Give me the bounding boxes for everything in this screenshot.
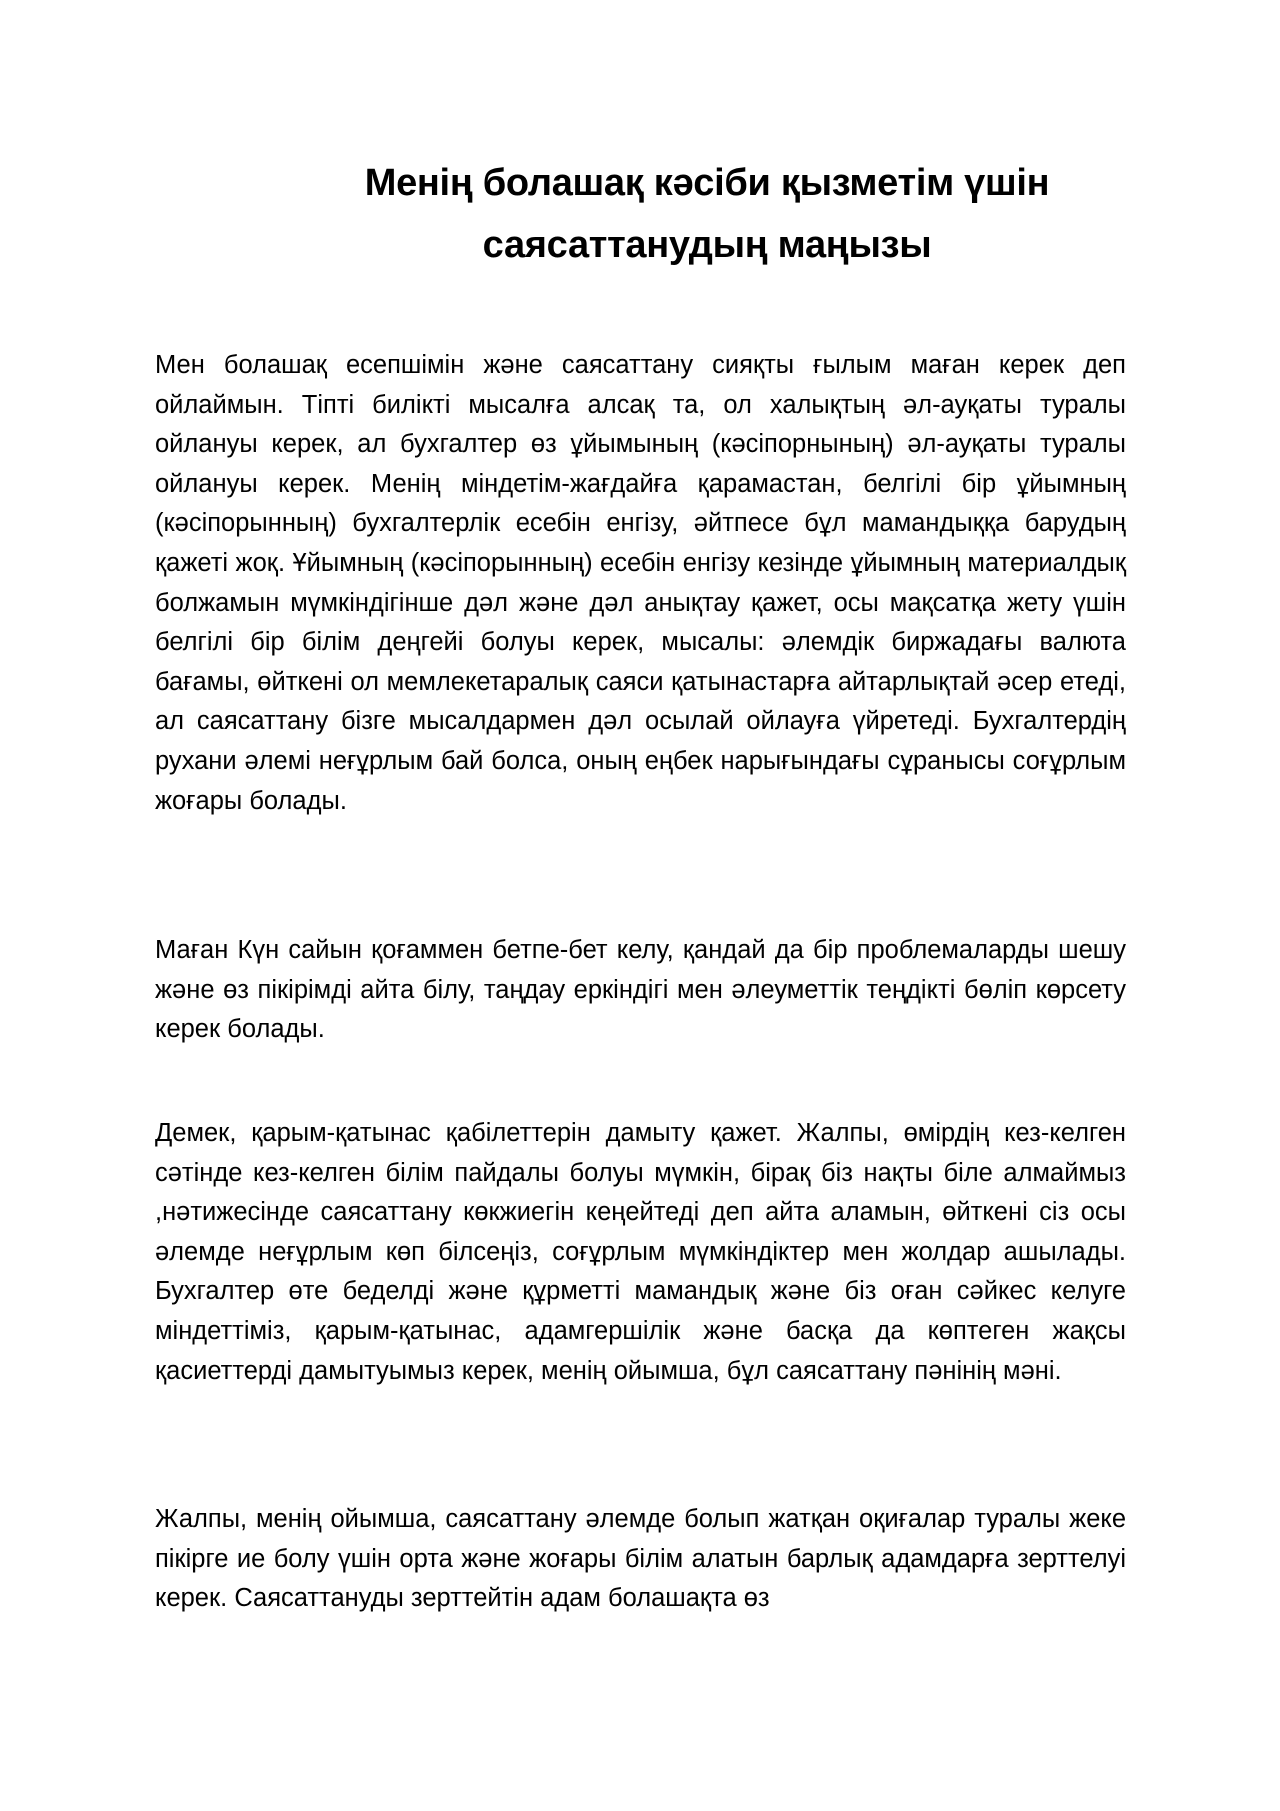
title-line-2: саясаттанудың маңызы — [482, 224, 932, 266]
page-title — [155, 152, 1259, 276]
title-line-1: Менің болашақ кәсіби қызметім үшін — [364, 162, 1050, 204]
paragraph-1: Мен болашақ есепшімін және саясаттану сияқты ғылым маған керек деп ойлаймын. Тіпті билікті мысалға алсақ та, ол халықтың әл-ауқаты туралы ойлануы керек, ал бухгалтер өз ұйымының (кәсіпорнының) әл-ауқаты туралы ойлануы керек. Менің міндетім-жағдайға қарамастан, белгілі бір ұйымның (кәсіпорынның) бухгалтерлік есебін енгізу, әйтпесе бұл мамандыққа барудың қажеті жоқ. Ұйымның (кәсіпорынның) есебін енгізу кезінде ұйымның материалдық болжамын мүмкіндігінше дәл және дәл анықтау қажет, осы мақсатқа жету үшін белгілі бір білім деңгейі болуы керек, мысалы: әлемдік биржадағы валюта бағамы, өйткені ол мемлекетаралық саяси қатынастарға айтарлықтай әсер етеді, ал саясаттану бізге мысалдармен дәл осылай ойлауға үйретеді. Бухгалтердің рухани әлемі неғұрлым бай болса, оның еңбек нарығындағы сұранысы соғұрлым жоғары болады. — [155, 351, 1126, 815]
paragraph-3: Демек, қарым-қатынас қабілеттерін дамыту қажет. Жалпы, өмірдің кез-келген сәтінде кез-келген білім пайдалы болуы мүмкін, бірақ біз нақты біле алмаймыз ,нәтижесінде саясаттану көкжиегін кеңейтеді деп айта аламын, өйткені сіз осы әлемде неғұрлым көп білсеңіз, соғұрлым мүмкіндіктер мен жолдар ашылады. Бухгалтер өте беделді және құрметті мамандық және біз оған сәйкес келуге міндеттіміз, қарым-қатынас, адамгершілік және басқа да көптеген жақсы қасиеттерді дамытуымыз керек, менің ойымша, бұл саясаттану пәнінің мәні. — [155, 1119, 1126, 1385]
paragraph-2: Маған Күн сайын қоғаммен бетпе-бет келу, қандай да бір проблемаларды шешу және өз пікірімді айта білу, таңдау еркіндігі мен әлеуметтік теңдікті бөліп көрсету керек болады. — [155, 936, 1126, 1044]
paragraph-4: Жалпы, менің ойымша, саясаттану әлемде болып жатқан оқиғалар туралы жеке пікірге ие болу үшін орта және жоғары білім алатын барлық адамдарға зерттелуі керек. Саясаттануды зерттейтін адам болашақта өз — [155, 1505, 1126, 1613]
